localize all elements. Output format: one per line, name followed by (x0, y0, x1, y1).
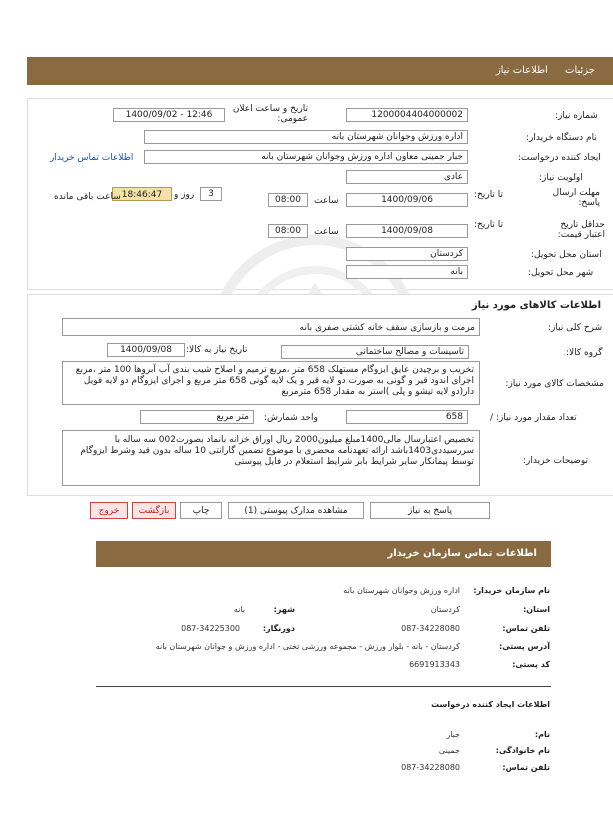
deadline-time-label: ساعت (314, 196, 339, 206)
summary-label: شرح کلی نیاز: (548, 323, 603, 333)
back-button[interactable]: بازگشت (132, 502, 176, 519)
deadline-until-label: تا تاریخ: (474, 190, 504, 200)
exit-button[interactable]: خروج (90, 502, 128, 519)
breadcrumb (482, 65, 595, 76)
deadline-date-field: 1400/09/06 (346, 193, 468, 207)
contact-phone-value: 087-34228080 (401, 624, 460, 633)
validity-time-field: 08:00 (268, 224, 308, 238)
tab-details[interactable]: جزئیات (565, 65, 595, 76)
summary-field: مرمت و بازسازی سقف خانه کشتی صفری بانه (62, 318, 480, 336)
validity-time-label: ساعت (314, 227, 339, 237)
remaining-suffix: ساعت باقی مانده (54, 192, 121, 202)
contact-org-value: اداره ورزش وجوانان شهرستان بانه (343, 586, 460, 595)
print-button[interactable]: چاپ (180, 502, 222, 519)
contact-city-value: بانه (233, 605, 245, 614)
top-whitespace (0, 0, 613, 58)
buyer-notes-label: توضیحات خریدار: (523, 456, 589, 466)
need-number-field: 1200004404000002 (346, 108, 468, 122)
contact-postal-label: کد پستی: (512, 660, 550, 669)
validity-date-field: 1400/09/08 (346, 224, 468, 238)
validity-label: حداقل تاریخ اعتبار قیمت: (557, 220, 605, 240)
announce-label: تاریخ و ساعت اعلان عمومی: (232, 104, 308, 124)
header-bar (27, 57, 613, 85)
announce-field: 1400/09/02 - 12:46 (113, 108, 225, 122)
reply-button[interactable]: پاسخ به نیاز (370, 502, 490, 519)
creator-info-title: اطلاعات ایجاد کننده درخواست (431, 700, 550, 709)
creator-label: ایجاد کننده درخواست: (518, 153, 601, 163)
city-field: بانه (346, 265, 468, 279)
creator-family-value: جمینی (438, 746, 460, 755)
creator-name-value: جبار (446, 730, 460, 739)
contact-header (96, 541, 551, 567)
qty-label: تعداد مقدار مورد نیاز: / (490, 413, 577, 423)
buyer-org-label: نام دستگاه خریدار: (526, 133, 597, 143)
contact-fax-value: 087-34225300 (181, 624, 240, 633)
creator-family-label: نام خانوادگی: (495, 746, 550, 755)
unit-label: واحد شمارش: (264, 413, 318, 423)
creator-name-label: نام: (534, 730, 550, 739)
contact-phone-label: تلفن تماس: (502, 624, 550, 633)
remaining-time-timer: 18:46:47 (112, 187, 172, 201)
group-label: گروه کالا: (566, 348, 603, 358)
tab-need-info[interactable]: اطلاعات نیاز (495, 65, 548, 76)
qty-field: 658 (346, 410, 468, 424)
need-date-field: 1400/09/08 (107, 343, 185, 357)
deadline-label: مهلت ارسال پاسخ: (552, 188, 600, 208)
remaining-days-field: 3 (200, 187, 222, 201)
remaining-days-label: روز و (174, 190, 195, 200)
priority-label: اولویت نیاز: (539, 173, 583, 183)
buyer-org-field: اداره ورزش وجوانان شهرستان بانه (144, 130, 468, 144)
contact-fax-label: دورنگار: (262, 624, 295, 633)
contact-province-value: کردستان (430, 605, 460, 614)
creator-field: جبار جمینی معاون اداره ورزش وجوانان شهرستان بانه (144, 150, 468, 164)
need-date-label: تاریخ نیاز به کالا: (186, 345, 248, 355)
province-label: استان محل تحویل: (531, 250, 602, 260)
contact-address-value: کردستان - بانه - بلوار ورزش - مجموعه ورزشی تختی - اداره ورزش و جوانان شهرستان بانه (155, 642, 460, 651)
specs-label: مشخصات کالای مورد نیاز: (505, 379, 604, 389)
specs-field: تخریب و برچیدن عایق ایزوگام مستهلک 658 متر ،مربع ترمیم و اصلاح شیب بندی آب آبروها 100 متر ،مربع اجرای اندود قیر و گونی به صورت دو لایه قیر و یک لایه گونی 658 متر مربع و اجرای ایزوگام دو لایه فویل دار(دو لایه تیشو و پلی )استر به مقدار 658 مترمربع (62, 361, 480, 405)
group-field: تاسیسات و مصالح ساختمانی (281, 345, 469, 359)
contact-city-label: شهر: (273, 605, 295, 614)
buyer-notes-field: تخصیص اعتبارسال مالی1400مبلغ میلیون2000 ریال اوراق خزانه بانماد بصورت002 سه ساله با سررسیددی1403باشد ارائه تعهدنامه محضری با موضوع تضمین گارانتی 10 ساله بدون قید وشرط ایزوگام توسط پیمانکار سایر شرایط بابر شرایط استعلام در فایل پیوستی (62, 430, 480, 486)
need-number-label: شماره نیاز: (555, 111, 598, 121)
creator-phone-label: تلفن تماس: (502, 763, 550, 772)
unit-field: متر مربع (140, 410, 254, 424)
priority-field: عادی (346, 170, 468, 184)
contact-postal-value: 6691913343 (409, 660, 460, 669)
creator-phone-value: 087-34228080 (401, 763, 460, 772)
province-field: کردستان (346, 247, 468, 261)
attachments-button[interactable]: مشاهده مدارک پیوستی (1) (228, 502, 364, 519)
contact-divider (96, 686, 551, 687)
contact-province-label: استان: (523, 605, 550, 614)
buyer-contact-link[interactable]: اطلاعات تماس خریدار (50, 153, 134, 163)
city-label: شهر محل تحویل: (528, 268, 594, 278)
deadline-time-field: 08:00 (268, 193, 308, 207)
goods-section-title: اطلاعات کالاهای مورد نیاز (471, 300, 601, 311)
contact-org-label: نام سازمان خریدار: (473, 586, 550, 595)
validity-until-label: تا تاریخ: (474, 220, 504, 230)
contact-address-label: آدرس پستی: (499, 642, 550, 651)
contact-title: اطلاعات تماس سازمان خریدار (387, 548, 537, 559)
